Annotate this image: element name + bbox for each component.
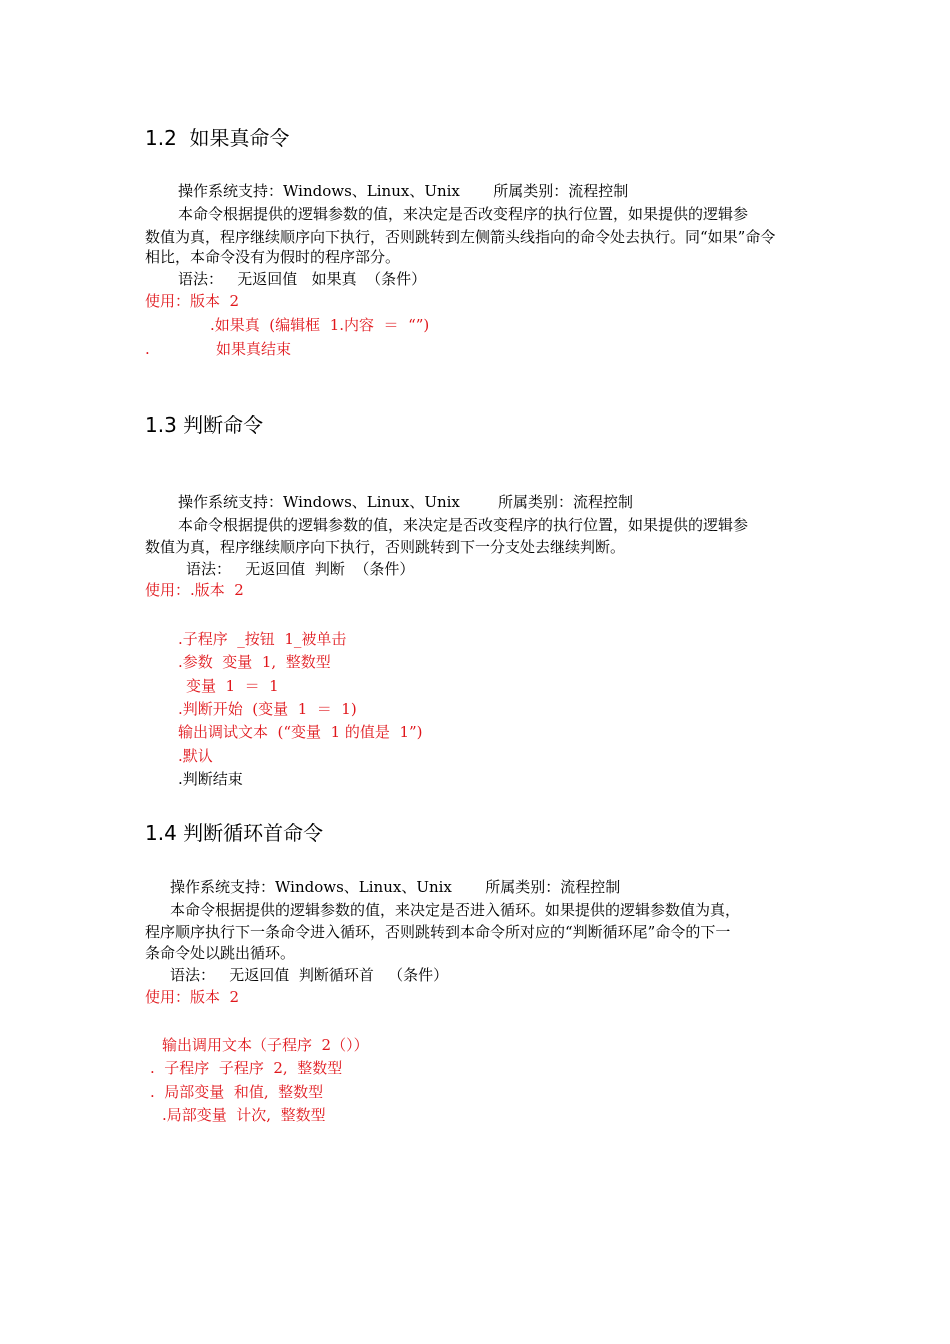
syntax-line: 语法： 无返回值 判断 （条件） (186, 560, 415, 578)
description-line: 条命令处以跳出循环。 (145, 944, 296, 962)
description-line: 相比，本命令没有为假时的程序部分。 (145, 248, 401, 266)
code-line: .如果真 (编辑框 1.内容 ＝ “”) (210, 316, 430, 334)
code-line: . 子程序 子程序 2, 整数型 (150, 1059, 343, 1077)
code-line: 变量 1 ＝ 1 (186, 677, 279, 695)
section-heading-1-3: 1.3 判断命令 (145, 413, 264, 437)
os-support-line: 操作系统支持：Windows、Linux、Unix 所属类别：流程控制 (170, 878, 621, 896)
usage-line: 使用：版本 2 (145, 988, 240, 1006)
description-line: 本命令根据提供的逻辑参数的值，来决定是否进入循环。如果提供的逻辑参数值为真， (170, 901, 741, 919)
description-line: 数值为真，程序继续顺序向下执行，否则跳转到左侧箭头线指向的命令处去执行。同“如果”命令 (145, 228, 776, 246)
os-support-line: 操作系统支持：Windows、Linux、Unix 所属类别：流程控制 (178, 182, 629, 200)
code-line: .判断开始 (变量 1 ＝ 1) (178, 700, 357, 718)
section-heading-1-4: 1.4 判断循环首命令 (145, 821, 324, 845)
description-line: 程序顺序执行下一条命令进入循环，否则跳转到本命令所对应的“判断循环尾”命令的下一 (145, 923, 731, 941)
code-line: 输出调试文本 (“变量 1 的值是 1”) (178, 723, 423, 741)
usage-line: 使用：版本 2 (145, 292, 240, 310)
code-line: .参数 变量 1, 整数型 (178, 653, 331, 671)
syntax-line: 语法： 无返回值 如果真 （条件） (178, 270, 427, 288)
description-line: 本命令根据提供的逻辑参数的值，来决定是否改变程序的执行位置，如果提供的逻辑参 (178, 205, 749, 223)
code-line: .判断结束 (178, 770, 243, 788)
code-line: .子程序 _按钮 1_被单击 (178, 630, 347, 648)
description-line: 本命令根据提供的逻辑参数的值，来决定是否改变程序的执行位置，如果提供的逻辑参 (178, 516, 749, 534)
code-line: . 局部变量 和值, 整数型 (150, 1083, 324, 1101)
code-line: .局部变量 计次, 整数型 (162, 1106, 326, 1124)
os-support-line: 操作系统支持：Windows、Linux、Unix 所属类别：流程控制 (178, 493, 634, 511)
code-line: .默认 (178, 747, 213, 765)
description-line: 数值为真，程序继续顺序向下执行，否则跳转到下一分支处去继续判断。 (145, 538, 626, 556)
code-line: . (145, 340, 150, 358)
code-line: 如果真结束 (216, 340, 292, 358)
usage-line: 使用：.版本 2 (145, 581, 244, 599)
code-line: 输出调用文本（子程序 2（）） (162, 1036, 369, 1054)
section-heading-1-2: 1.2 如果真命令 (145, 126, 290, 150)
syntax-line: 语法： 无返回值 判断循环首 （条件） (170, 966, 449, 984)
